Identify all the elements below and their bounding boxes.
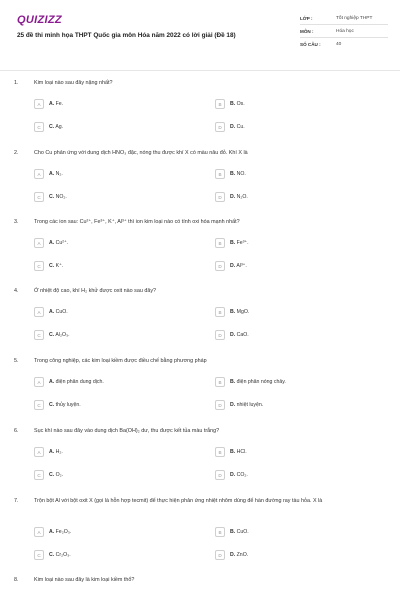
question-number: 3. (14, 219, 19, 225)
option-text: NO. (236, 171, 246, 177)
meta-row-count (300, 38, 388, 51)
option-key-box[interactable]: C (34, 550, 44, 560)
option-letter: D. (230, 552, 236, 558)
option-letter: B. (230, 379, 236, 385)
option-b[interactable] (215, 306, 249, 318)
option-b[interactable] (215, 446, 247, 458)
option-c[interactable] (34, 260, 63, 272)
meta-label: MÔN : (300, 28, 314, 34)
meta-label: SỐ CÂU : (300, 42, 321, 47)
option-b[interactable] (215, 168, 246, 180)
option-letter: A. (49, 529, 55, 535)
option-d[interactable] (215, 399, 263, 411)
question-number: 6. (14, 428, 19, 434)
option-c[interactable] (34, 469, 63, 481)
option-letter: C. (49, 194, 55, 200)
option-letter: B. (230, 240, 236, 246)
option-text: Cu. (236, 124, 245, 130)
option-key-box[interactable]: D (215, 261, 225, 271)
option-text: N₂O. (236, 194, 248, 200)
option-text: NO₂. (55, 194, 67, 200)
option-key-box[interactable]: D (215, 400, 225, 410)
option-letter: C. (49, 332, 55, 338)
option-key-box[interactable]: B (215, 307, 225, 317)
option-letter: D. (230, 124, 236, 130)
meta-table (300, 12, 388, 51)
option-text: Os. (236, 101, 245, 107)
option-letter: D. (230, 332, 236, 338)
option-letter: A. (49, 309, 55, 315)
option-letter: B. (230, 101, 236, 107)
option-text: Al³⁺. (236, 263, 247, 269)
option-text: nhiệt luyện. (236, 402, 264, 408)
option-text: Cu²⁺. (55, 240, 69, 246)
option-key-box[interactable]: A (34, 527, 44, 537)
option-text: Fe₂O₃. (55, 529, 72, 535)
option-key-box[interactable]: D (215, 192, 225, 202)
question-number: 7. (14, 498, 19, 504)
option-letter: B. (230, 529, 236, 535)
document-title: 25 đề thi minh họa THPT Quốc gia môn Hóa năm 2022 có lời giải (Đề 18) (17, 32, 236, 39)
option-key-box[interactable]: A (34, 169, 44, 179)
option-b[interactable] (215, 376, 286, 388)
option-letter: C. (49, 402, 55, 408)
option-text: HCl. (236, 449, 247, 455)
option-key-box[interactable]: A (34, 99, 44, 109)
option-letter: A. (49, 240, 55, 246)
option-key-box[interactable]: B (215, 238, 225, 248)
option-text: K⁺. (55, 263, 64, 269)
option-c[interactable] (34, 121, 63, 133)
option-a[interactable] (34, 526, 71, 538)
option-letter: B. (230, 309, 236, 315)
option-letter: A. (49, 449, 55, 455)
meta-value: Hóa học (336, 28, 354, 34)
meta-value: Tốt nghiệp THPT (336, 15, 373, 21)
option-key-box[interactable]: A (34, 377, 44, 387)
option-d[interactable] (215, 260, 247, 272)
question-number: 2. (14, 150, 19, 156)
option-letter: C. (49, 472, 55, 478)
option-text: CO₂. (236, 472, 248, 478)
option-text: điện phân dung dịch. (55, 379, 104, 385)
option-b[interactable] (215, 526, 249, 538)
quizizz-logo: QUIZIZZ (17, 14, 62, 26)
option-key-box[interactable]: A (34, 307, 44, 317)
option-key-box[interactable]: A (34, 447, 44, 457)
option-key-box[interactable]: B (215, 169, 225, 179)
option-letter: C. (49, 552, 55, 558)
question-text: Cho Cu phản ứng với dung dịch HNO₃ đặc, nóng thu được khí X có màu nâu đỏ. Khí X là (34, 150, 248, 156)
question-number: 5. (14, 358, 19, 364)
meta-label: LỚP : (300, 15, 313, 21)
option-letter: D. (230, 402, 236, 408)
option-a[interactable] (34, 168, 63, 180)
question-number: 8. (14, 577, 19, 583)
question-text: Kim loại nào sau đây là kim loại kiềm thổ? (34, 577, 135, 583)
option-text: Fe³⁺. (236, 240, 249, 246)
option-letter: B. (230, 449, 236, 455)
option-key-box[interactable]: C (34, 330, 44, 340)
option-c[interactable] (34, 329, 70, 341)
option-key-box[interactable]: B (215, 527, 225, 537)
option-c[interactable] (34, 399, 81, 411)
option-text: Ag. (55, 124, 64, 130)
option-key-box[interactable]: D (215, 550, 225, 560)
option-c[interactable] (34, 191, 67, 203)
option-text: CaO. (236, 332, 249, 338)
option-text: CuO. (236, 529, 249, 535)
option-text: điện phân nóng chảy. (236, 379, 286, 385)
option-d[interactable] (215, 549, 248, 561)
option-key-box[interactable]: C (34, 400, 44, 410)
option-key-box[interactable]: B (215, 377, 225, 387)
option-b[interactable] (215, 237, 249, 249)
option-a[interactable] (34, 98, 63, 110)
meta-row-subject (300, 25, 388, 38)
option-letter: B. (230, 171, 236, 177)
question-text: Trong các ion sau: Cu²⁺, Fe³⁺, K⁺, Al³⁺ thì ion kim loại nào có tính oxi hóa mạnh nhất? (34, 219, 240, 225)
option-a[interactable] (34, 237, 68, 249)
option-letter: A. (49, 171, 55, 177)
option-key-box[interactable]: C (34, 122, 44, 132)
question-number: 4. (14, 288, 19, 294)
option-c[interactable] (34, 549, 71, 561)
header-divider (0, 70, 400, 71)
option-a[interactable] (34, 376, 104, 388)
option-key-box[interactable]: C (34, 261, 44, 271)
option-key-box[interactable]: B (215, 447, 225, 457)
option-text: Cr₂O₃. (55, 552, 71, 558)
option-text: O₂. (55, 472, 64, 478)
option-d[interactable] (215, 329, 249, 341)
meta-row-grade (300, 12, 388, 25)
option-a[interactable] (34, 306, 68, 318)
option-letter: D. (230, 472, 236, 478)
option-text: N₂. (55, 171, 63, 177)
option-text: Fe. (55, 101, 64, 107)
option-a[interactable] (34, 446, 63, 458)
option-d[interactable] (215, 121, 245, 133)
option-key-box[interactable]: D (215, 122, 225, 132)
option-key-box[interactable]: D (215, 470, 225, 480)
option-text: MgO. (236, 309, 250, 315)
option-letter: C. (49, 263, 55, 269)
option-d[interactable] (215, 469, 248, 481)
option-key-box[interactable]: A (34, 238, 44, 248)
option-text: CuO. (55, 309, 68, 315)
question-text: Sục khí nào sau đây vào dung dịch Ba(OH)₂ dư, thu được kết tủa màu trắng? (34, 428, 220, 434)
option-letter: D. (230, 194, 236, 200)
question-text: Trong công nghiệp, các kim loại kiềm được điều chế bằng phương pháp (34, 358, 207, 364)
option-letter: C. (49, 124, 55, 130)
question-text: Ở nhiệt độ cao, khí H₂ khử được oxit nào sau đây? (34, 288, 157, 294)
option-key-box[interactable]: C (34, 192, 44, 202)
option-text: ZnO. (236, 552, 249, 558)
meta-value: 40 (336, 42, 342, 47)
option-key-box[interactable]: B (215, 99, 225, 109)
option-b[interactable] (215, 98, 245, 110)
option-text: H₂. (55, 449, 63, 455)
option-key-box[interactable]: C (34, 470, 44, 480)
option-d[interactable] (215, 191, 248, 203)
option-text: thủy luyện. (55, 402, 81, 408)
question-text: Kim loại nào sau đây nặng nhất? (34, 80, 113, 86)
option-letter: A. (49, 379, 55, 385)
option-text: Al₂O₃. (55, 332, 70, 338)
option-key-box[interactable]: D (215, 330, 225, 340)
document-header (0, 0, 400, 68)
question-number: 1. (14, 80, 19, 86)
question-text: Trộn bột Al với bột oxit X (gọi là hỗn hợp tecmit) để thực hiện phản ứng nhiệt nhôm dùng để hàn đường ray tàu hỏa. X là (34, 498, 323, 504)
option-letter: A. (49, 101, 55, 107)
option-letter: D. (230, 263, 236, 269)
